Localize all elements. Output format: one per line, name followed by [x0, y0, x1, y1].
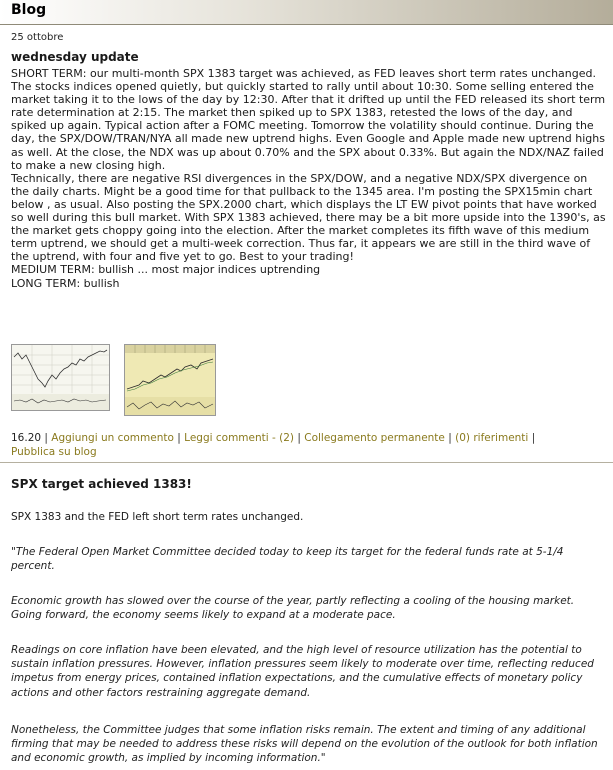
separator: |	[448, 432, 452, 444]
read-comments-link[interactable]: Leggi commenti - (2)	[184, 432, 295, 444]
fomc-quote-paragraph: "The Federal Open Market Committee decided today to keep its target for the federal funds rate at 5-1/4 percent.	[11, 546, 564, 573]
fomc-quote-paragraph: Economic growth has slowed over the course of the year, partly reflecting a cooling of the housing market. Going forward, the economy seems likely to expand at a moderate pace.	[11, 595, 575, 622]
blog-title: Blog	[11, 2, 47, 18]
trackbacks-link[interactable]: (0) riferimenti	[455, 432, 529, 444]
separator: |	[44, 432, 48, 444]
post-time: 16.20	[11, 432, 42, 444]
spx-15min-chart-thumbnail[interactable]	[124, 344, 216, 416]
spx-2000-chart-thumbnail[interactable]	[11, 344, 110, 411]
blog-header	[0, 0, 613, 25]
separator: |	[531, 432, 536, 444]
post-title: wednesday update	[11, 50, 139, 64]
post-footer	[11, 431, 601, 459]
post-divider	[0, 462, 613, 463]
fomc-quote-paragraph: Readings on core inflation have been elevated, and the high level of resource utilization has the potential to sustain inflation pressures. However, inflation pressures seem likely to moderate over time, reflecting reduced impetus from energy prices, contained inflation expectations, and the cumulative effects of monetary policy actions and other factors restraining aggregate demand.	[11, 644, 594, 699]
separator: |	[297, 432, 301, 444]
post-paragraph: The stocks indices opened quietly, but quickly started to rally until about 10:30. Some selling entered the market taking it to the lows of the day by 12:30. After that it drifted up until the FED released its short term rate determination at 2:15. The market then spiked up to SPX 1383, retested the lows of the day, and spiked up again. Typical action after a FOMC meeting. Tomorrow the volatility should continue. During the day, the SPX/DOW/TRAN/NYA all made new uptrend highs. Even Google and Apple made new uptrend highs as well. At the close, the NDX was up about 0.70% and the SPX about 0.33%. But again the NDX/NAZ failed to make a new closing high.	[11, 80, 606, 172]
publish-on-blog-link[interactable]: Pubblica su blog	[11, 446, 97, 458]
fomc-quote-paragraph: Nonetheless, the Committee judges that some inflation risks remain. The extent and timing of any additional firming that may be needed to address these risks will depend on the evolution of the outlook for both inflation and economic growth, as implied by incoming information."	[11, 724, 598, 765]
post-paragraph: SHORT TERM: our multi-month SPX 1383 target was achieved, as FED leaves short term rates unchanged.	[11, 67, 597, 80]
post-date: 25 ottobre	[11, 32, 64, 43]
post-paragraph: MEDIUM TERM: bullish ... most major indices uptrending	[11, 263, 321, 277]
permalink-link[interactable]: Collegamento permanente	[304, 432, 445, 444]
post-title: SPX target achieved 1383!	[11, 477, 192, 491]
add-comment-link[interactable]: Aggiungi un commento	[51, 432, 174, 444]
post-body	[11, 67, 607, 290]
separator: |	[177, 432, 181, 444]
post-paragraph: LONG TERM: bullish	[11, 276, 120, 290]
post-paragraph: Technically, there are negative RSI divergences in the SPX/DOW, and a negative NDX/SPX divergence on the daily charts. Might be a good time for that pullback to the 1345 area. I'm posting the SPX15min chart below , as usual. Also posting the SPX.2000 chart, which displays the LT EW pivot points that have worked so well during this bull market. With SPX 1383 achieved, there may be a bit more upside into the 1390's, as the market gets choppy going into the election. After the market completes its fifth wave of this medium term uptrend, we should get a multi-week correction. Thus far, it appears we are still in the third wave of the uptrend, with four and five yet to go. Best to your trading!	[11, 171, 606, 264]
post-lead: SPX 1383 and the FED left short term rates unchanged.	[11, 511, 304, 523]
